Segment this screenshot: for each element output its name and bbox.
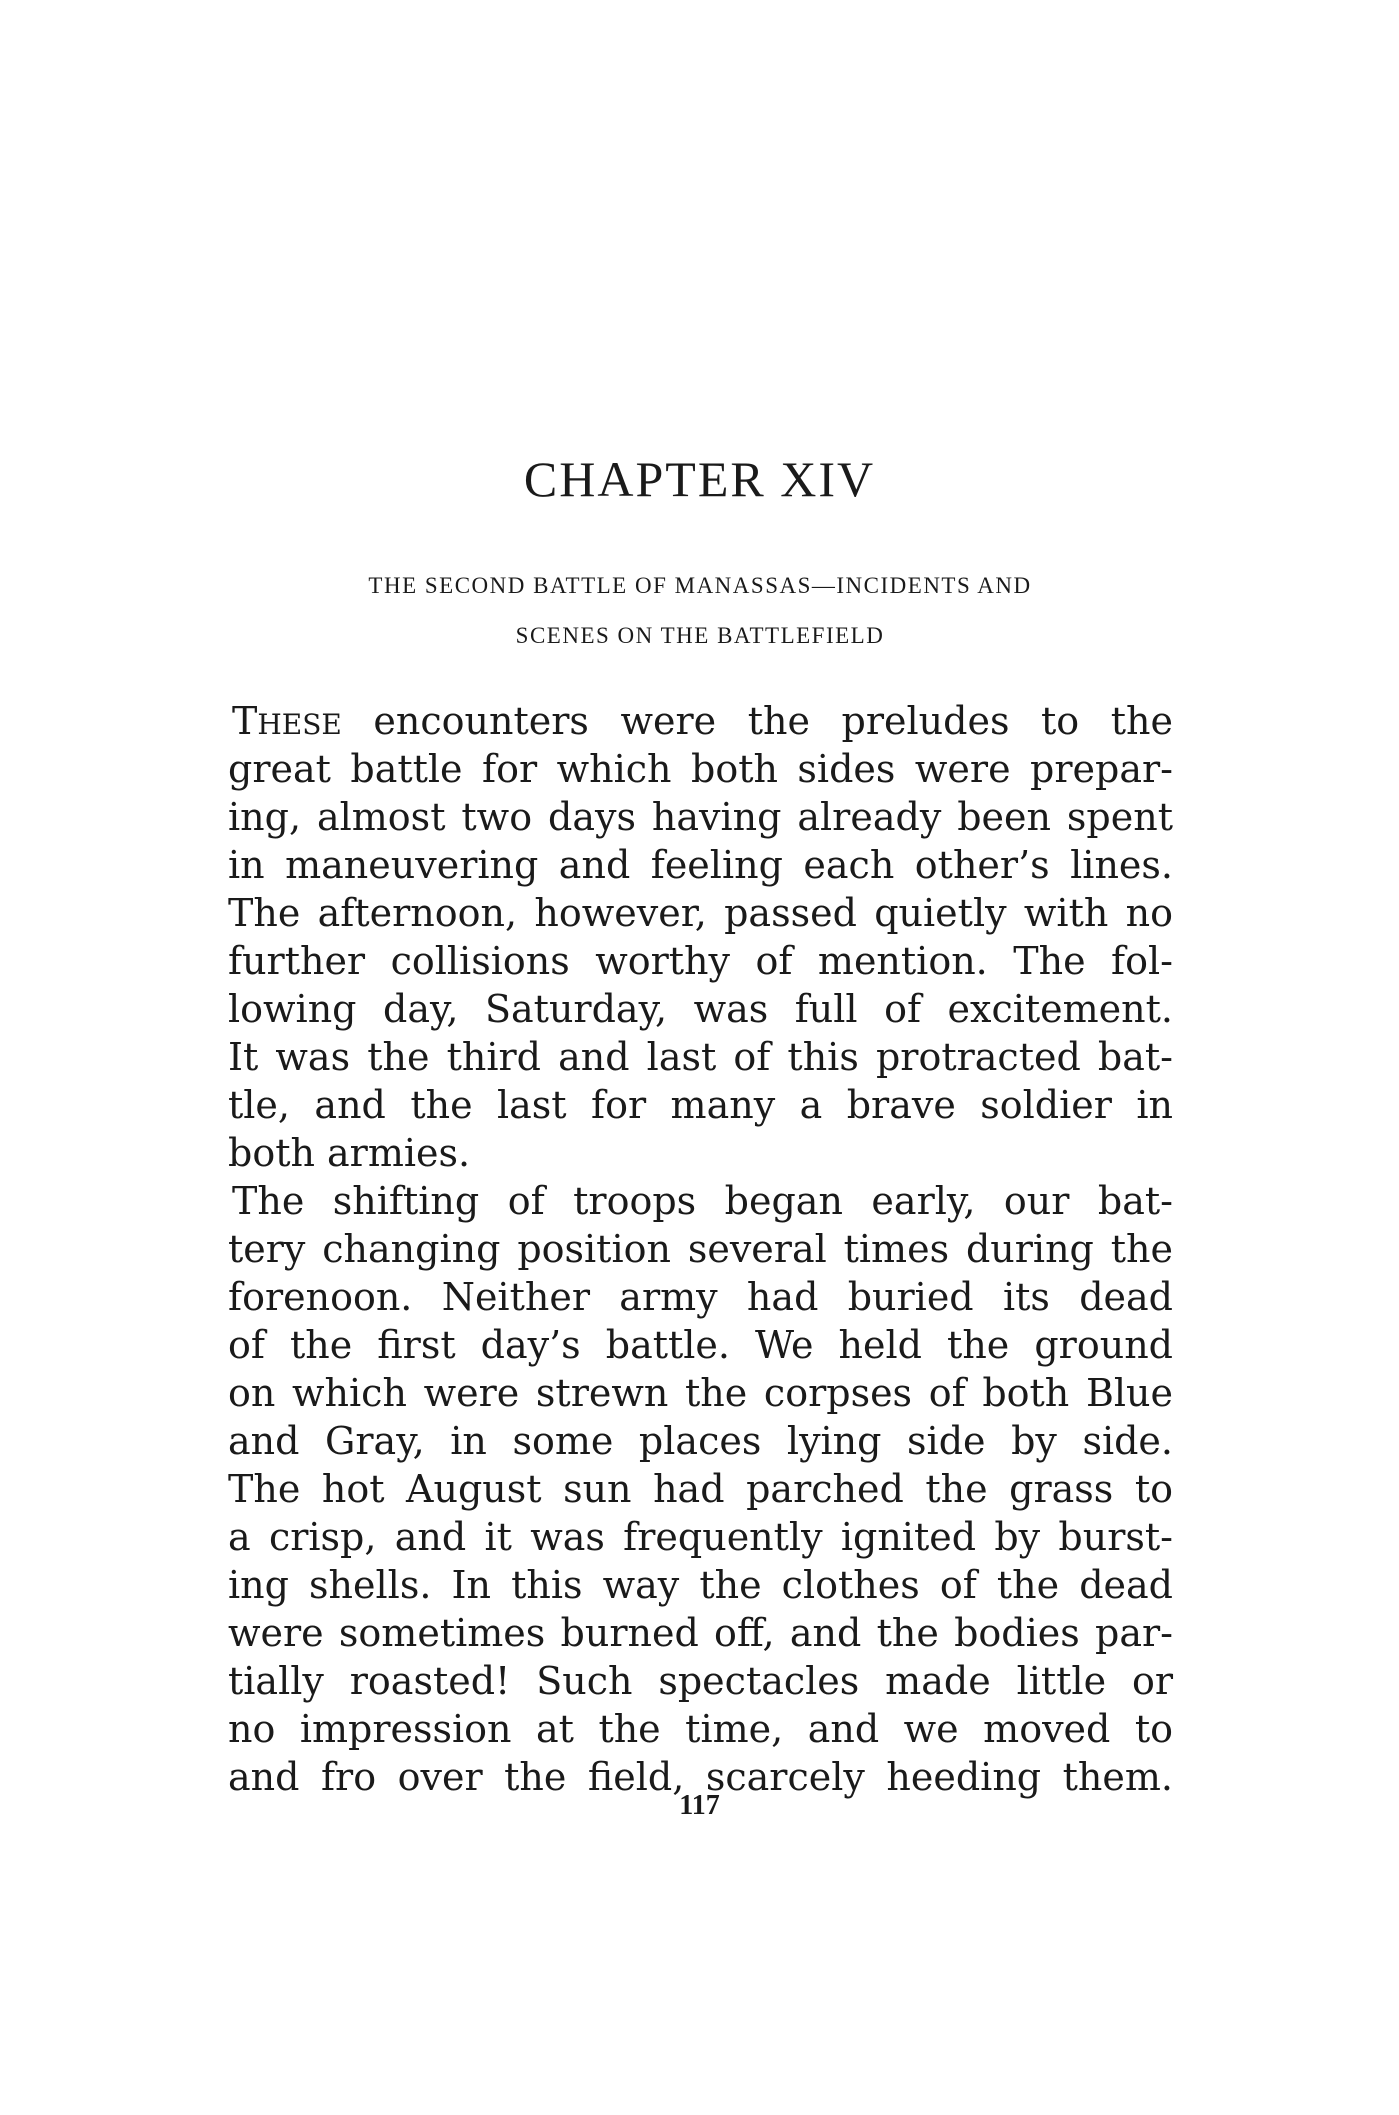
text-line: and Gray, in some places lying side by side. bbox=[228, 1419, 1173, 1463]
text-line: The hot August sun had parched the grass to bbox=[228, 1467, 1173, 1511]
text-line: forenoon. Neither army had buried its dead bbox=[228, 1275, 1173, 1319]
text-line: ing, almost two days having already been spent bbox=[228, 795, 1173, 839]
text-line: tery changing position several times during the bbox=[228, 1227, 1173, 1271]
text-line: of the first day’s battle. We held the ground bbox=[228, 1323, 1173, 1367]
text-line: and fro over the field, scarcely heeding them. bbox=[228, 1755, 1173, 1799]
chapter-subtitle-line-2: SCENES ON THE BATTLEFIELD bbox=[515, 623, 885, 648]
chapter-subtitle-line-1: THE SECOND BATTLE OF MANASSAS—INCIDENTS AND bbox=[368, 573, 1032, 598]
text-line: lowing day, Saturday, was full of excitement. bbox=[228, 987, 1173, 1031]
text-line: The shifting of troops began early, our bat- bbox=[232, 1179, 1173, 1223]
small-caps-initial: T bbox=[232, 699, 258, 743]
chapter-title: CHAPTER XIV bbox=[523, 451, 876, 507]
text-line: great battle for which both sides were prepar- bbox=[228, 747, 1173, 791]
text-line: in maneuvering and feeling each other’s lines. bbox=[228, 843, 1173, 887]
page-number: 117 bbox=[679, 1790, 720, 1821]
text-line: further collisions worthy of mention. The fol- bbox=[228, 939, 1173, 983]
text-line: tle, and the last for many a brave soldier in bbox=[228, 1083, 1173, 1127]
text-line: The afternoon, however, passed quietly with no bbox=[228, 891, 1173, 935]
text-line: both armies. bbox=[228, 1131, 471, 1175]
text-line: It was the third and last of this protracted bat- bbox=[228, 1035, 1173, 1079]
text-line bbox=[232, 697, 1173, 749]
text-line: no impression at the time, and we moved to bbox=[228, 1707, 1173, 1751]
small-caps-rest: HESE bbox=[257, 708, 342, 741]
text-line: a crisp, and it was frequently ignited by burst- bbox=[228, 1515, 1173, 1559]
text-line: ing shells. In this way the clothes of the dead bbox=[228, 1563, 1173, 1607]
text-line: were sometimes burned off, and the bodies par- bbox=[228, 1611, 1173, 1655]
text-line: tially roasted! Such spectacles made little or bbox=[228, 1659, 1173, 1703]
text-line: on which were strewn the corpses of both Blue bbox=[228, 1371, 1173, 1415]
text-line-content: encounters were the preludes to the bbox=[341, 699, 1173, 743]
